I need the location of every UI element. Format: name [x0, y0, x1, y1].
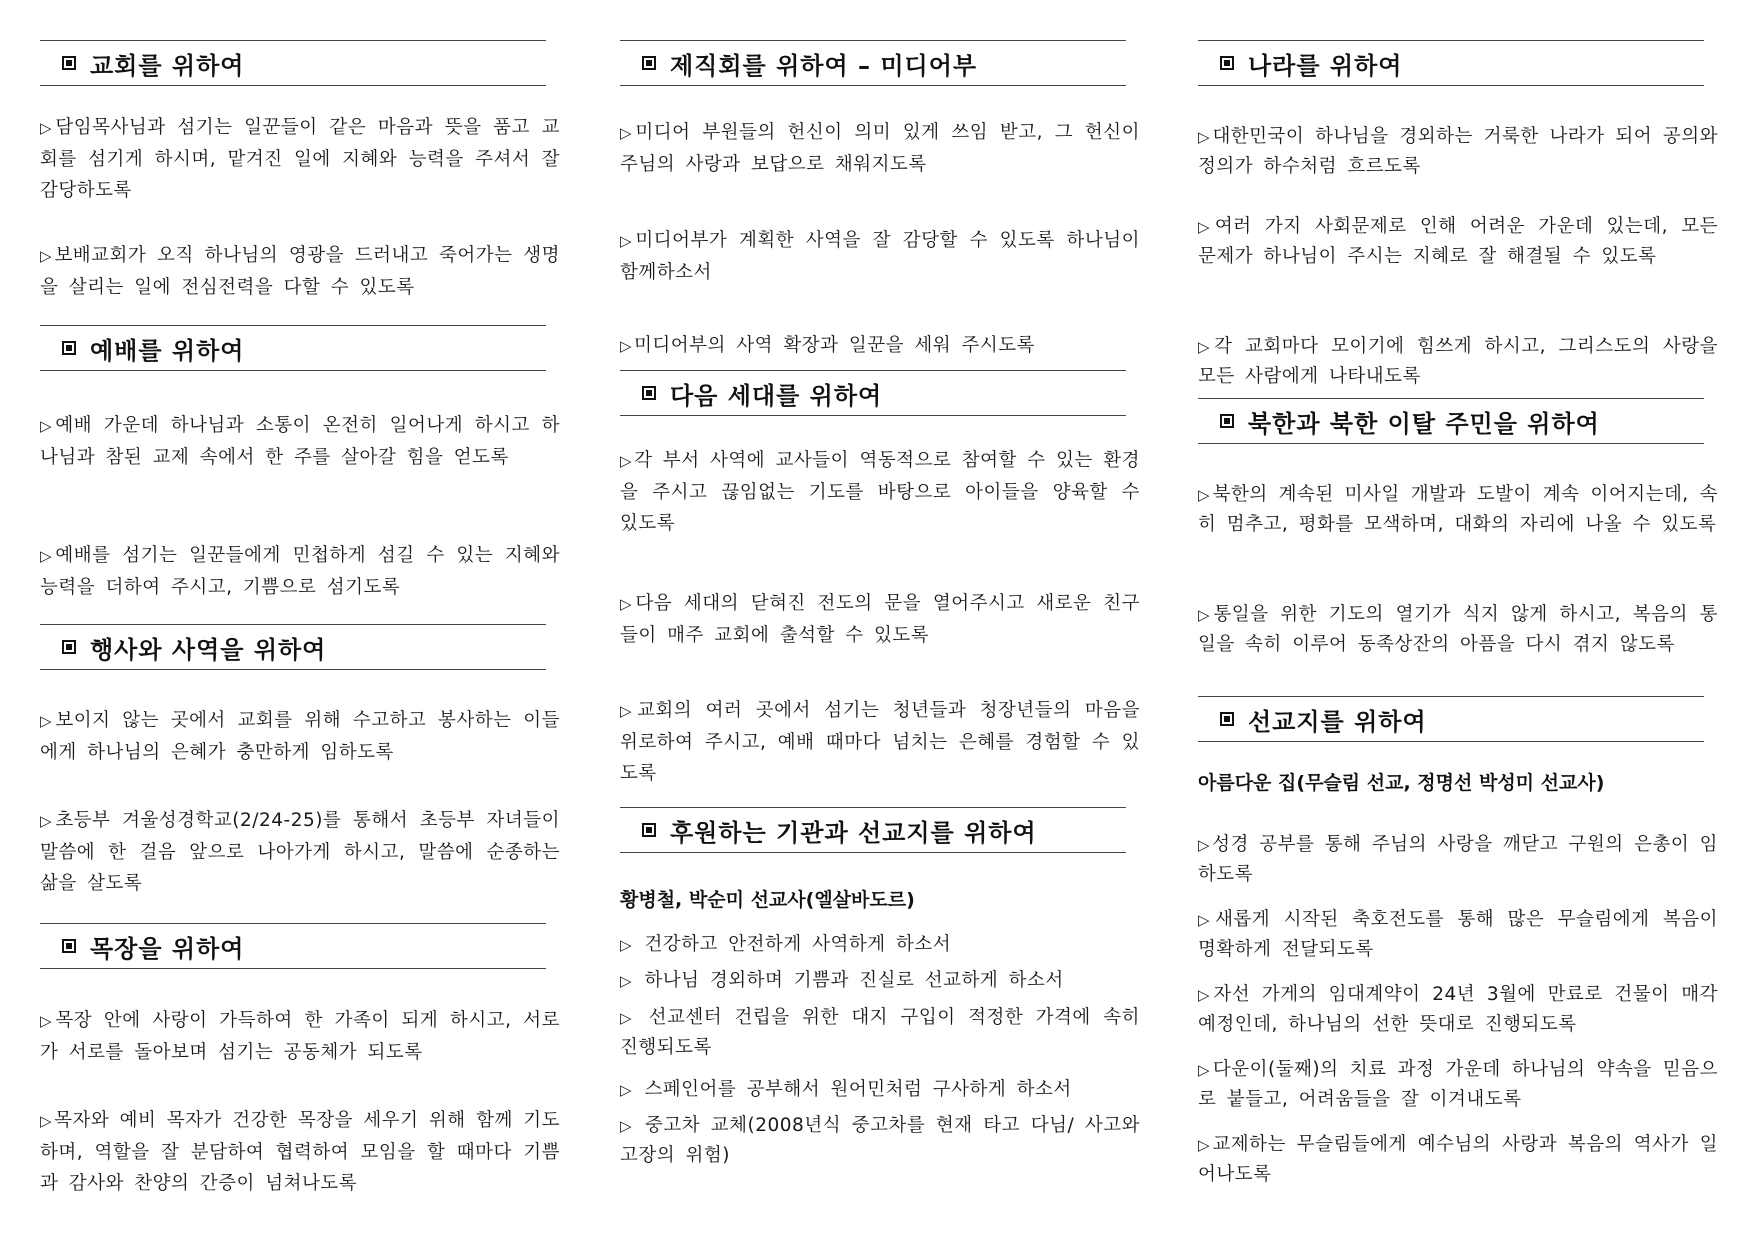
section-title: 교회를 위하여 [90, 51, 245, 80]
prayer-item: ▷ 미디어 부원들의 헌신이 의미 있게 쓰임 받고, 그 헌신이 주님의 사랑과 보답으로 채워지도록 [620, 122, 1140, 175]
triangle-bullet-icon: ▷ [1198, 1136, 1211, 1154]
prayer-item: ▷ 목자와 예비 목자가 건강한 목장을 세우기 위해 함께 기도하며, 역할을 잘 분담하여 협력하여 모임을 할 때마다 기쁨과 감사와 찬양의 간증이 넘쳐나도록 [40, 1110, 560, 1194]
square-bullet-icon [62, 341, 76, 355]
triangle-bullet-icon: ▷ [1198, 486, 1211, 504]
section-header-north-korea [1198, 398, 1704, 444]
missionary-name: 황병철, 박순미 선교사(엘살바도르) [620, 889, 915, 911]
triangle-bullet-icon: ▷ [1198, 338, 1213, 356]
square-bullet-icon [1220, 56, 1234, 70]
triangle-bullet-icon: ▷ [620, 452, 633, 470]
missionary-name: 아름다운 집(무슬림 선교, 정명선 박성미 선교사) [1198, 772, 1605, 794]
triangle-bullet-icon: ▷ [1198, 986, 1212, 1004]
section-header-cell-group [40, 923, 546, 969]
square-bullet-icon [62, 939, 76, 953]
triangle-bullet-icon: ▷ [620, 124, 634, 142]
triangle-bullet-icon: ▷ [40, 547, 54, 565]
triangle-bullet-icon: ▷ [1198, 606, 1212, 624]
prayer-item: ▷ 하나님 경외하며 기쁨과 진실로 선교하게 하소서 [620, 970, 1064, 991]
triangle-bullet-icon: ▷ [1198, 836, 1211, 854]
triangle-bullet-icon: ▷ [620, 595, 634, 613]
triangle-bullet-icon: ▷ [620, 972, 633, 990]
prayer-item: ▷ 미디어부가 계획한 사역을 잘 감당할 수 있도록 하나님이 함께하소서 [620, 230, 1140, 283]
section-header-mission-field [1198, 696, 1704, 742]
prayer-item: ▷ 각 부서 사역에 교사들이 역동적으로 참여할 수 있는 환경을 주시고 끊임없는 기도를 바탕으로 아이들을 양육할 수 있도록 [620, 450, 1140, 534]
section-header-next-generation [620, 370, 1126, 416]
triangle-bullet-icon: ▷ [620, 337, 633, 355]
section-header-supported-missions [620, 807, 1126, 853]
prayer-item: ▷ 담임목사님과 섬기는 일꾼들이 같은 마음과 뜻을 품고 교회를 섬기게 하시며, 맡겨진 일에 지혜와 능력을 주셔서 잘 감당하도록 [40, 117, 560, 201]
prayer-item: ▷ 교제하는 무슬림들에게 예수님의 사랑과 복음의 역사가 일어나도록 [1198, 1134, 1718, 1185]
prayer-item: ▷ 교회의 여러 곳에서 섬기는 청년들과 청장년들의 마음을 위로하여 주시고, 예배 때마다 넘치는 은혜를 경험할 수 있도록 [620, 700, 1140, 784]
triangle-bullet-icon: ▷ [40, 247, 53, 265]
prayer-item: ▷ 대한민국이 하나님을 경외하는 거룩한 나라가 되어 공의와 정의가 하수처럼 흐르도록 [1198, 126, 1718, 177]
square-bullet-icon [642, 56, 656, 70]
section-title: 나라를 위하여 [1248, 51, 1403, 80]
triangle-bullet-icon: ▷ [1198, 1061, 1211, 1079]
triangle-bullet-icon: ▷ [40, 812, 54, 830]
prayer-item: ▷ 건강하고 안전하게 사역하게 하소서 [620, 934, 952, 955]
triangle-bullet-icon: ▷ [620, 702, 636, 720]
prayer-item: ▷ 목장 안에 사랑이 가득하여 한 가족이 되게 하시고, 서로가 서로를 돌아보며 섬기는 공동체가 되도록 [40, 1010, 560, 1063]
section-header-nation [1198, 40, 1704, 86]
section-title: 후원하는 기관과 선교지를 위하여 [670, 818, 1037, 847]
prayer-item: ▷ 다음 세대의 닫혀진 전도의 문을 열어주시고 새로운 친구들이 매주 교회에 출석할 수 있도록 [620, 593, 1140, 646]
prayer-item: ▷ 중고차 교체(2008년식 중고차를 현재 타고 다님/ 사고와 고장의 위험) [620, 1115, 1140, 1166]
prayer-item: ▷ 예배를 섬기는 일꾼들에게 민첩하게 섬길 수 있는 지혜와 능력을 더하여 주시고, 기쁨으로 섬기도록 [40, 545, 560, 598]
triangle-bullet-icon: ▷ [40, 712, 54, 730]
prayer-item: ▷ 여러 가지 사회문제로 인해 어려운 가운데 있는데, 모든 문제가 하나님이 주시는 지혜로 잘 해결될 수 있도록 [1198, 216, 1718, 267]
triangle-bullet-icon: ▷ [620, 1117, 633, 1135]
prayer-item: ▷ 북한의 계속된 미사일 개발과 도발이 계속 이어지는데, 속히 멈추고, 평화를 모색하며, 대화의 자리에 나올 수 있도록 [1198, 484, 1718, 535]
prayer-item: ▷ 통일을 위한 기도의 열기가 식지 않게 하시고, 복음의 통일을 속히 이루어 동족상잔의 아픔을 다시 겪지 않도록 [1198, 604, 1718, 655]
triangle-bullet-icon: ▷ [40, 417, 54, 435]
triangle-bullet-icon: ▷ [620, 1081, 633, 1099]
square-bullet-icon [1220, 414, 1234, 428]
triangle-bullet-icon: ▷ [1198, 911, 1214, 929]
prayer-item: ▷ 스페인어를 공부해서 원어민처럼 구사하게 하소서 [620, 1079, 1072, 1100]
prayer-item: ▷ 새롭게 시작된 축호전도를 통해 많은 무슬림에게 복음이 명확하게 전달되도록 [1198, 909, 1718, 960]
triangle-bullet-icon: ▷ [40, 119, 54, 137]
triangle-bullet-icon: ▷ [620, 1009, 635, 1027]
prayer-item: ▷ 보배교회가 오직 하나님의 영광을 드러내고 죽어가는 생명을 살리는 일에 전심전력을 다할 수 있도록 [40, 245, 560, 298]
prayer-item: ▷ 자선 가게의 임대계약이 24년 3월에 만료로 건물이 매각 예정인데, 하나님의 선한 뜻대로 진행되도록 [1198, 984, 1718, 1035]
section-header-church [40, 40, 546, 86]
section-title: 북한과 북한 이탈 주민을 위하여 [1248, 409, 1600, 438]
section-title: 목장을 위하여 [90, 934, 245, 963]
square-bullet-icon [642, 823, 656, 837]
prayer-item: ▷ 다운이(둘째)의 치료 과정 가운데 하나님의 약속을 믿음으로 붙들고, 어려움들을 잘 이겨내도록 [1198, 1059, 1718, 1110]
prayer-item: ▷ 초등부 겨울성경학교(2/24-25)를 통해서 초등부 자녀들이 말씀에 한 걸음 앞으로 나아가게 하시고, 말씀에 순종하는 삶을 살도록 [40, 810, 561, 894]
section-header-events [40, 624, 546, 670]
section-title: 예배를 위하여 [90, 336, 245, 365]
square-bullet-icon [642, 386, 656, 400]
prayer-item: ▷ 보이지 않는 곳에서 교회를 위해 수고하고 봉사하는 이들에게 하나님의 은혜가 충만하게 임하도록 [40, 710, 560, 763]
triangle-bullet-icon: ▷ [620, 232, 634, 250]
section-title: 다음 세대를 위하여 [670, 381, 883, 410]
prayer-item: ▷ 각 교회마다 모이기에 힘쓰게 하시고, 그리스도의 사랑을 모든 사람에게 나타내도록 [1198, 336, 1718, 387]
section-title: 행사와 사역을 위하여 [90, 635, 327, 664]
triangle-bullet-icon: ▷ [620, 936, 633, 954]
triangle-bullet-icon: ▷ [40, 1112, 53, 1130]
prayer-item: ▷ 선교센터 건립을 위한 대지 구입이 적정한 가격에 속히 진행되도록 [620, 1007, 1140, 1058]
square-bullet-icon [62, 56, 76, 70]
section-header-worship [40, 325, 546, 371]
prayer-item: ▷ 예배 가운데 하나님과 소통이 온전히 일어나게 하시고 하나님과 참된 교제 속에서 한 주를 살아갈 힘을 얻도록 [40, 415, 560, 468]
prayer-item: ▷ 미디어부의 사역 확장과 일꾼을 세워 주시도록 [620, 335, 1036, 356]
section-title: 선교지를 위하여 [1248, 707, 1427, 736]
prayer-item: ▷ 성경 공부를 통해 주님의 사랑을 깨닫고 구원의 은총이 임하도록 [1198, 834, 1718, 885]
section-header-deacons-media [620, 40, 1126, 86]
triangle-bullet-icon: ▷ [1198, 128, 1211, 146]
section-title: 제직회를 위하여 – 미디어부 [670, 51, 978, 80]
square-bullet-icon [1220, 712, 1234, 726]
triangle-bullet-icon: ▷ [1198, 218, 1213, 236]
triangle-bullet-icon: ▷ [40, 1012, 54, 1030]
square-bullet-icon [62, 640, 76, 654]
